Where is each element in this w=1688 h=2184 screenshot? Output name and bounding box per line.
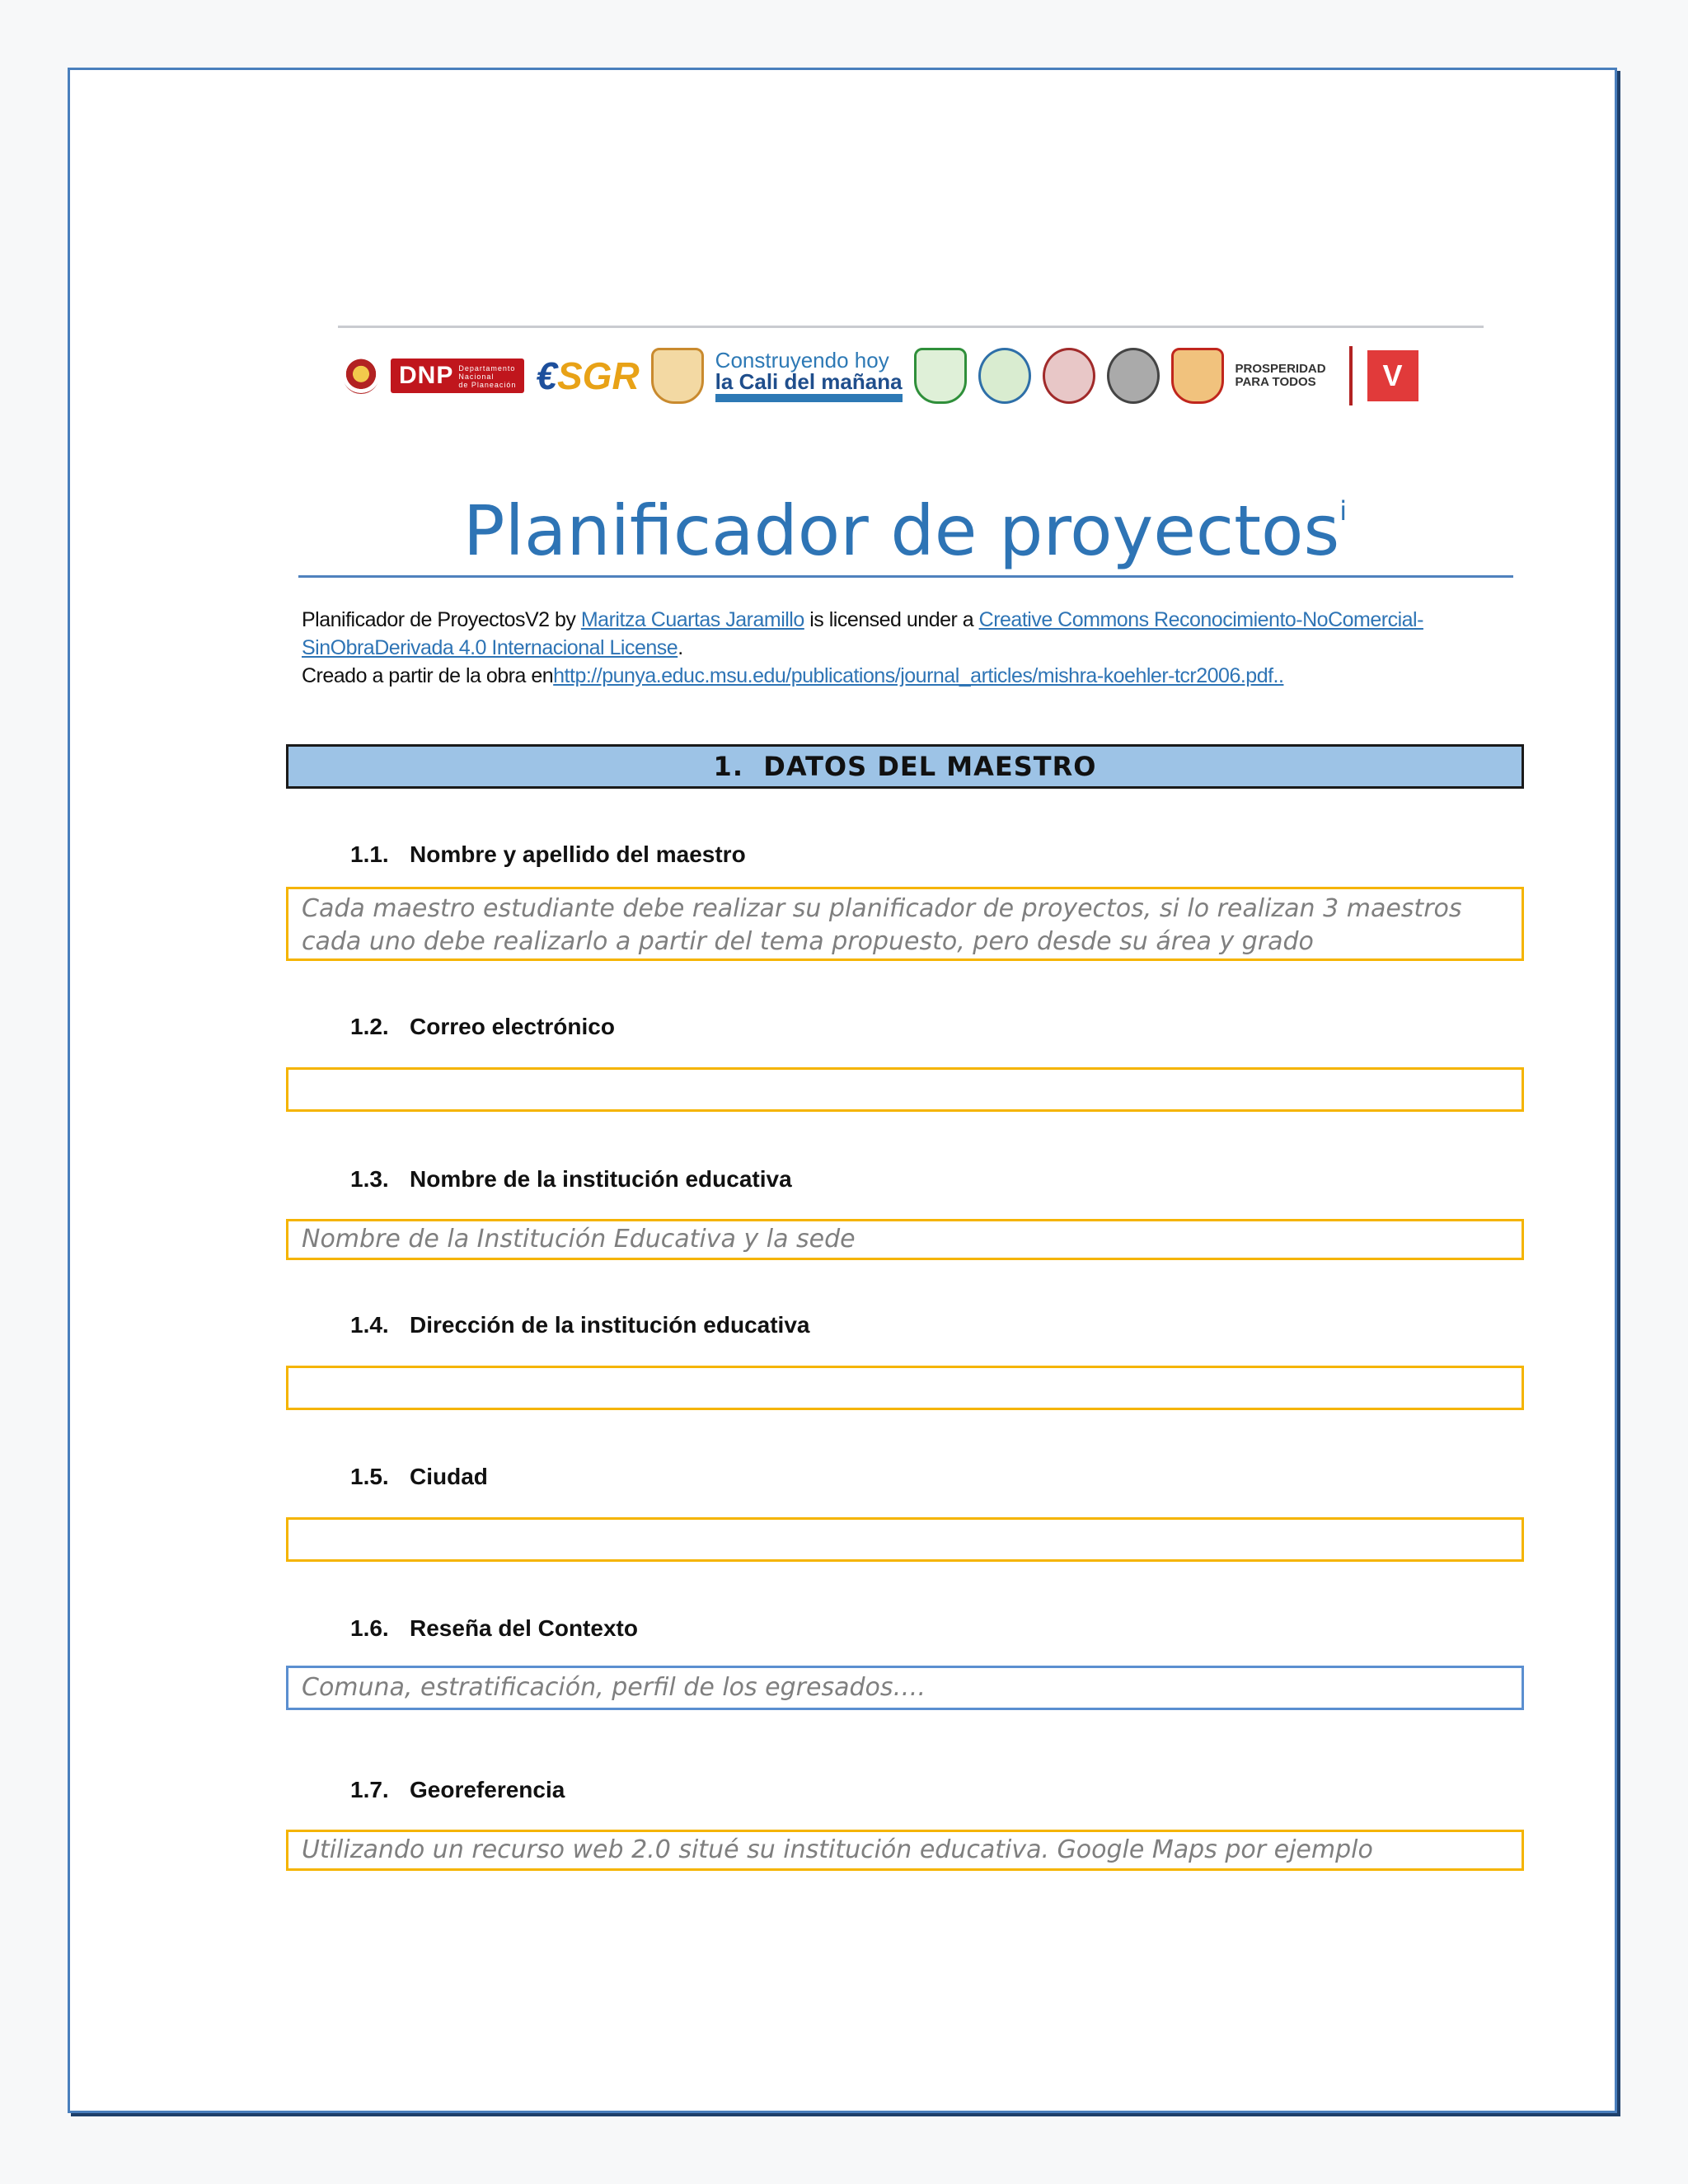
colombia-shield-logo — [343, 344, 379, 407]
section-heading: 1. DATOS DEL MAESTRO — [286, 744, 1524, 789]
page-title: Planificador de proyectos$^i$ — [462, 490, 1348, 571]
cali-manana-logo: Construyendo hoy la Cali del mañana — [715, 344, 903, 407]
prosperidad-logo: PROSPERIDAD PARA TODOS — [1235, 361, 1326, 389]
red-v-logo: V — [1367, 344, 1418, 407]
logo-banner — [338, 326, 1484, 416]
author-link[interactable]: Maritza Cuartas Jaramillo — [580, 608, 804, 631]
dnp-logo: DNP Departamento Nacional de Planeación — [391, 344, 524, 407]
owl-seal — [1107, 344, 1160, 407]
institucion-field[interactable]: Nombre de la Institución Educativa y la sede — [286, 1219, 1524, 1260]
municipal-seal — [1043, 344, 1095, 407]
logo-divider — [1349, 346, 1353, 405]
field-label-correo: 1.2. Correo electrónico — [350, 1014, 615, 1039]
email-field[interactable] — [286, 1067, 1524, 1112]
title-footnote-marker[interactable]: i — [1339, 495, 1348, 527]
title-underline — [298, 575, 1513, 578]
field-label-contexto: 1.6. Reseña del Contexto — [350, 1615, 638, 1641]
document-page — [68, 68, 1617, 2113]
field-label-direccion: 1.4. Dirección de la institución educativa — [350, 1312, 810, 1338]
contexto-field[interactable]: Comuna, estratificación, perfil de los egresados…. — [286, 1666, 1524, 1710]
alcaldia-seal — [1171, 344, 1224, 407]
license-link[interactable]: Creative Commons Reconocimiento-NoComercial-SinObraDerivada 4.0 Internacional License — [302, 608, 1423, 659]
source-link[interactable]: http://punya.educ.msu.edu/publications/journal_articles/mishra-koehler-tcr2006.pdf.. — [553, 664, 1284, 687]
direccion-field[interactable] — [286, 1366, 1524, 1410]
georeferencia-field[interactable]: Utilizando un recurso web 2.0 situé su institución educativa. Google Maps por ejemplo — [286, 1830, 1524, 1871]
sgr-logo: €SGR — [536, 354, 640, 397]
gobernacion-valle-seal — [914, 344, 967, 407]
ciudad-field[interactable] — [286, 1517, 1524, 1562]
nombre-field[interactable]: Cada maestro estudiante debe realizar su planificador de proyectos, si lo realizan 3 maestros cada uno debe realizarlo a partir del tema propuesto, pero desde su área y grado — [286, 887, 1524, 961]
field-label-institucion: 1.3. Nombre de la institución educativa — [350, 1166, 792, 1192]
valle-seal — [978, 344, 1031, 407]
license-notice: Planificador de ProyectosV2 by Maritza Cuartas Jaramillo is licensed under a Creative Commons Reconocimiento-NoComercial-SinObraDerivada 4.0 Internacional License. Creado a partir de la obra enhttp://punya.educ.msu.edu/publications/journal_articles/mishra-koehler-tcr2006.pdf.. — [302, 608, 1423, 687]
field-label-nombre: 1.1. Nombre y apellido del maestro — [350, 841, 746, 867]
field-label-georeferencia: 1.7. Georeferencia — [350, 1777, 565, 1802]
alcaldia-cali-seal — [651, 344, 704, 407]
field-label-ciudad: 1.5. Ciudad — [350, 1464, 488, 1489]
